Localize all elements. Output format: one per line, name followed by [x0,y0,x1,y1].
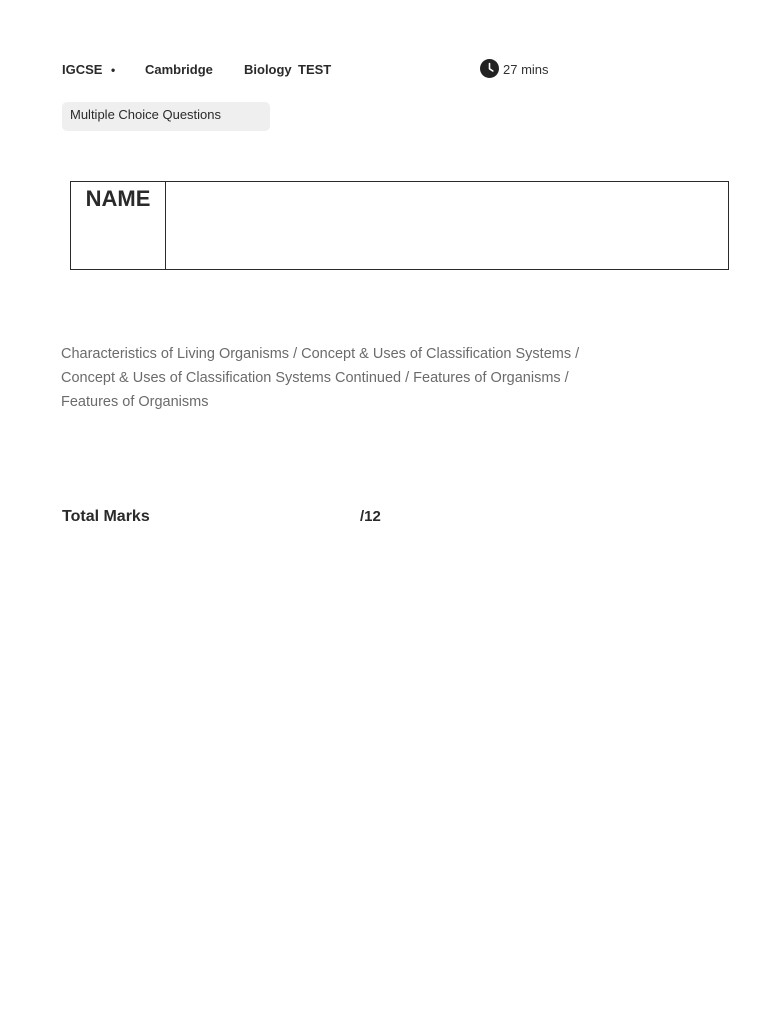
question-type-badge: Multiple Choice Questions [62,102,270,131]
name-box [70,181,729,270]
topics-list: Characteristics of Living Organisms / Concept & Uses of Classification Systems / Concept & Uses of Classification Systems Continued / Features of Organisms / Features of Organisms [61,346,580,410]
total-marks-row [62,508,392,530]
time-text: 27 mins [503,62,549,77]
test-label: TEST [298,62,332,77]
name-field[interactable] [166,182,728,269]
time-allowance [480,58,549,78]
name-label: NAME [71,182,166,269]
total-marks-label: Total Marks [62,508,150,525]
exam-board-label: Cambridge [145,62,213,77]
separator-dot: • [111,63,116,77]
subject-label: Biology [244,62,292,77]
total-marks-value: /12 [360,508,381,525]
clock-icon [480,59,499,78]
level-label: IGCSE [62,62,103,77]
